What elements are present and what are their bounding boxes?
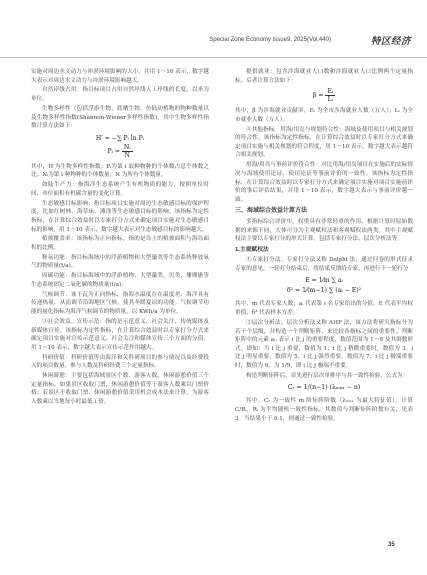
paragraph: 构造判断矩阵后，首先进行层次单排序与其一致性检验，公式为： [246, 372, 409, 379]
paragraph: ①专家打分法。专家打分法又称 Delphi 法，通过问卷的形式征求专家的意见，一轮打分结束后，将结果反馈给专家，再进行下一轮打分 [235, 257, 413, 272]
employment-formula [235, 88, 413, 103]
page-header [0, 0, 427, 58]
formula-line: δ² = 1⁄(m−1) ∑ (aᵢ − E)² [286, 287, 362, 295]
formula-lhs: β = [312, 92, 324, 100]
formula-line: E = 1⁄m ∑ aᵢ [305, 277, 343, 285]
consistency-formula: Cᵣ = 1/(n−1) (λₘₐₓ − n) [287, 384, 361, 392]
paragraph: 其中，m 代表专家人数；aᵢ 代表第 i 名专家给出的分值，E 代表平均权重值，δ² 代表样本方差。 [235, 301, 413, 317]
paragraph: 固碳功能：指目标海域中的浮游植物、大型藻类、贝类、珊瑚礁等生态系统固定二氧化碳的物质量(t/a)。 [31, 273, 209, 288]
paragraph: 其中，H′为生物多样性指数；Pᵢ为第 i 取种物种的个体数占总个体数之比；Nᵢ为第 i 种物种的个体数量；N 为所有个体数量。 [31, 163, 209, 179]
paragraph: 其中，Cᵣ 为一致性 m 阶矩阵阶数（λₘₐₓ 为最大特征值）。计算 C/Rᵢ，Rᵢ 为平均随机一致性指标，其数值与判断矩阵阶数有关，见表 3。当结果小于 0.1，则通过一致性检验。 [235, 398, 413, 422]
delphi-formulas [235, 276, 413, 296]
paragraph: 用海/用岛与事前评价符合性：对比用海/用岛项目在实施后的实际情况与海域使用论证、使用论证等事前评价的一致性。该指标为定性指标，在计算综合效益时以专家打分方式来确定项目实施对项目实施前评价的事后评估结果，并用 1～10 表示，数字越大表示与事前评价越一致。 [235, 162, 413, 203]
paragraph: 其中，β 为涉海就业贡献率，Eᵢ 为全市涉海就业人数（万人）；Lᵢ 为全市就业人数（万人）。 [235, 108, 413, 123]
formula-lhs: Pᵢ = [107, 147, 120, 155]
left-column [31, 68, 209, 408]
section-heading: 三、海域综合效益计算方法 [235, 208, 308, 215]
journal-info: Special Zone Economy Issue9, 2025(Vol.440) [209, 37, 331, 43]
formula-line: H′ = −∑ Pᵢ ln Pᵢ [95, 134, 145, 142]
paragraph: ③社会效益。宣传示范：指的是示范意义、社会关注、传统媒体及新媒体宣传。该指标为定性指标，在计算综合效益时以专家打分方式来确定项目实施对宣传示范意义、社会关注和媒体宣传三个方面的分值，用 1～10 表示，数字越大表示宣传示范作用越大。 [31, 318, 209, 351]
paragraph: 科研价值：科研价值等由海洋和关科研项目的参与情况以及经费投入的项目数量、参与人数及科研经费三个定量指标。 [31, 354, 209, 370]
paragraph: 提供就业：包含涉海就业人口数和涉海就业人口比例两个定量指标。后者计算方法如下： [235, 69, 413, 84]
denominator: Lᵢ [327, 96, 334, 104]
paragraph: 自然岸线占用：指目标项目占用自然岸线人工岸线的长度，以米为单位。 [31, 87, 209, 103]
journal-logo: 特区经济 [370, 36, 411, 47]
paragraph: 生态敏感目标影响：指目标项目实施对周边生态敏感目标的保护程度，比如红树林、海草床、滩涂等生态敏感目标的影响。该指标为定性指标，在计算综合效益时以专家打分方式来确定项目实施对生态敏感目标的影响，用 1～10 表示，数字越大表示对生态敏感目标的影响越大。 [31, 200, 209, 233]
paragraph: 植被覆盖率：该指标为正向指标，指的是岛上的植被面积与海岛面积的比例。 [31, 236, 209, 251]
denominator: N [124, 151, 130, 159]
paragraph: ②层次分析法。层次分析法又称 AHP 法，该方法将研究指标分为若干个层级，并构造一个判断矩阵，来比较各指标之间的重要性。判断矩阵中的元素 aᵢⱼ 表示 i 比 j 的重要程度，数值范围为 1～9 及其倒数形式。即如：当 i 比 j 重要，数值为 1；i 比 j 稍微重要时，数值为 3；i 比 j 明显重要，数值为 5；i 比 j 强烈重要，数值为 7；i 比 j 极端重要时，数值为 9。为 1/9，即 i 比 j 极端不重要。 [235, 319, 413, 369]
right-column [235, 68, 413, 424]
paragraph: 多指标综合评价中，权重具有非常轻重的作用。根据计算时原始数据的来源不同，大体可分为主观赋权法和客观赋权法两类。其中主观赋权法主要以专家打分的形式计算，包括专家打分法、层次分析法等。 [235, 218, 413, 243]
numerator: Eᵢ [327, 88, 334, 96]
numerator: Nᵢ [123, 143, 131, 151]
paragraph: 如陆生产力：指海洋生态系统产生有机物质的能力，按照单位时间、单位面积有机碳含量的变化计算。 [31, 182, 209, 197]
paragraph: 休闲游憩：主要包括海域景区个数、游客人数、休闲游憩价值三个定量指标。如果景区收取门票，休闲游憩价值等于游客人数乘以门票价格；若景区不收取门票，休闲游憩价值采用机会成本法来计算。为游客人数乘以当地每小时最低工资。 [31, 373, 209, 405]
page-number: 35 [388, 542, 395, 548]
paragraph: 释氧功能：指目标海域中的浮游植物和大型藻类等生态系统释放氧气的物质量(t/a)。 [31, 254, 209, 270]
paragraph: 生物多样性（包括浮游生物、底栖生物、鱼陆动植物的物种数量以及生物多样性指数(Shannon-Wiener多样性指数)，其中生物多样性指数计算方法如下： [31, 105, 209, 130]
formula-fraction [325, 88, 335, 103]
paragraph: ④其他指标。用海/用岛与规划符合性：海域及使用项目与相关规划的符合性。该指标为定性指标，在计算综合效益时以专家打分方式来确定项目实施与相关规划的符合程度，用 1～10 表示，数字越大表示越符合相关规划。 [235, 126, 413, 159]
subsection-heading: 1.主观赋权法 [235, 246, 269, 253]
paragraph: 气候调节：该千瓦为正向指标，指海水温度存在温度差、海洋具有传递热量、从而调节沿海地区气候，使其冬暖夏凉的功能。气候调节功能的量化指标为海洋气候调节的物质量，以 KWh/a 为单位。 [31, 291, 209, 316]
shannon-formula [31, 134, 209, 159]
paragraph: 实施对周边水文动力与冲淤环境影响的大小，并用 1～10 表示，数字越大表示对周边水文动力与冲淤环境影响越大。 [31, 69, 209, 84]
formula-line [31, 144, 209, 159]
formula-fraction [122, 144, 133, 159]
